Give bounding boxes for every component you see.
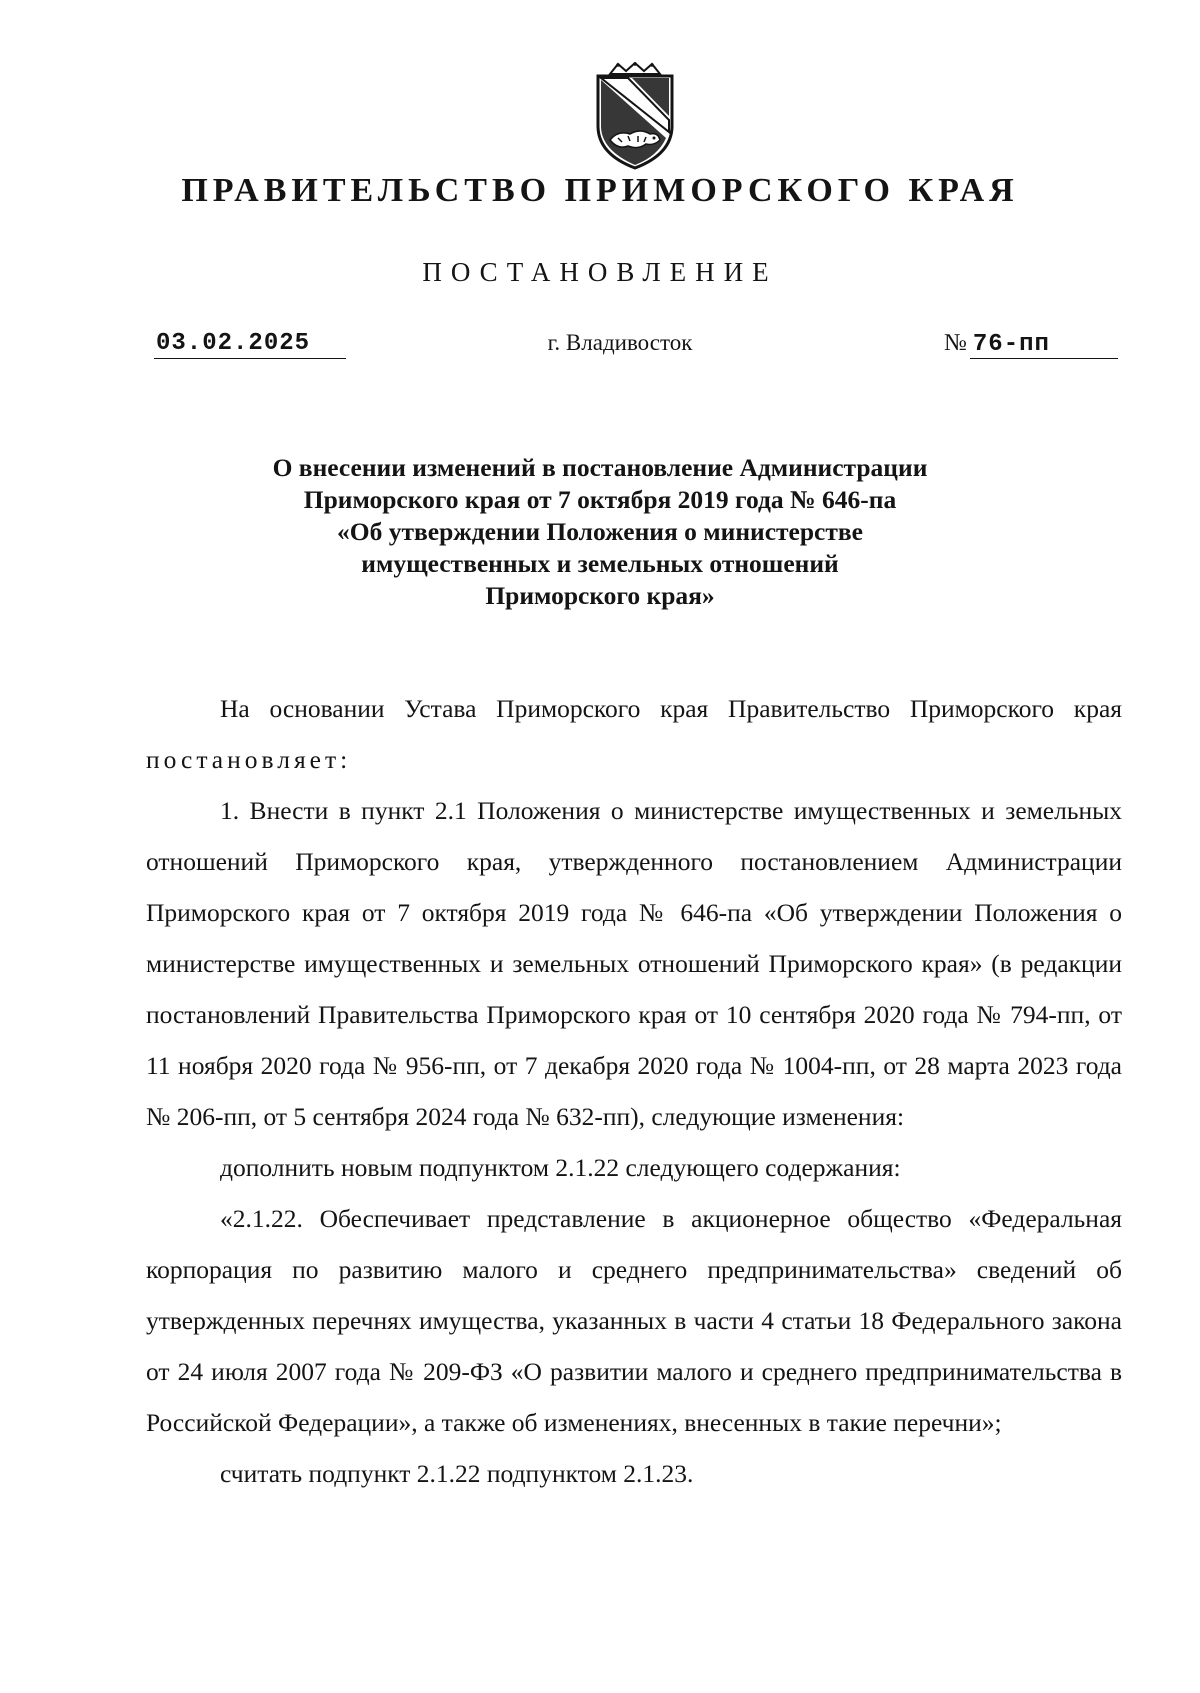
title-line: О внесении изменений в постановление Администрации [272,453,928,482]
document-title [0,452,1200,612]
document-date: 03.02.2025 [156,330,311,357]
item-1-quoted-text: «2.1.22. Обеспечивает представление в акционерное общество «Федеральная корпорация по развитию малого и среднего предпринимательства» сведений об утвержденных перечнях имущества, указанных в части 4 статьи 18 Федерального закона от 24 июля 2007 года № 209-ФЗ «О развитии малого и среднего предпринимательства в Российской Федерации», а также об изменениях, внесенных в такие перечни»; [146,1204,1122,1437]
preamble-paragraph [146,683,1122,785]
title-line: «Об утверждении Положения о министерстве [337,517,863,546]
government-name: ПРАВИТЕЛЬСТВО ПРИМОРСКОГО КРАЯ [181,172,1019,209]
document-number [944,330,1050,358]
document-meta-row [0,330,1200,370]
title-line: имущественных и земельных отношений [361,549,839,578]
item-1-paragraph: 1. Внести в пункт 2.1 Положения о министерстве имущественных и земельных отношений Приморского края, утвержденного постановлением Администрации Приморского края от 7 октября 2019 года № 646-па «Об утверждении Положения о министерстве имущественных и земельных отношений Приморского края» (в редакции постановлений Правительства Приморского края от 10 сентября 2020 года № 794-пп, от 11 ноября 2020 года № 956-пп, от 7 декабря 2020 года № 1004-пп, от 28 марта 2023 года № 206-пп, от 5 сентября 2024 года № 632-пп), следующие изменения: [146,796,1122,1131]
document-city: г. Владивосток [547,330,693,355]
number-value: 76-пп [972,331,1050,358]
item-1-amendment-renumber: считать подпункт 2.1.22 подпунктом 2.1.23. [220,1459,694,1488]
document-body [146,683,1122,1499]
date-underline [154,358,346,359]
preamble-keyword: постановляет: [146,745,352,774]
document-type: ПОСТАНОВЛЕНИЕ [422,257,778,287]
preamble-text: На основании Устава Приморского края Правительство Приморского края [220,694,1122,723]
item-1-amendment-add: дополнить новым подпунктом 2.1.22 следующего содержания: [220,1153,901,1182]
number-underline [970,358,1118,359]
primorsky-krai-coat-of-arms-icon [588,62,682,172]
title-line: Приморского края от 7 октября 2019 года № 646-па [303,485,897,514]
number-prefix: № [944,330,967,356]
title-line: Приморского края» [485,581,715,610]
